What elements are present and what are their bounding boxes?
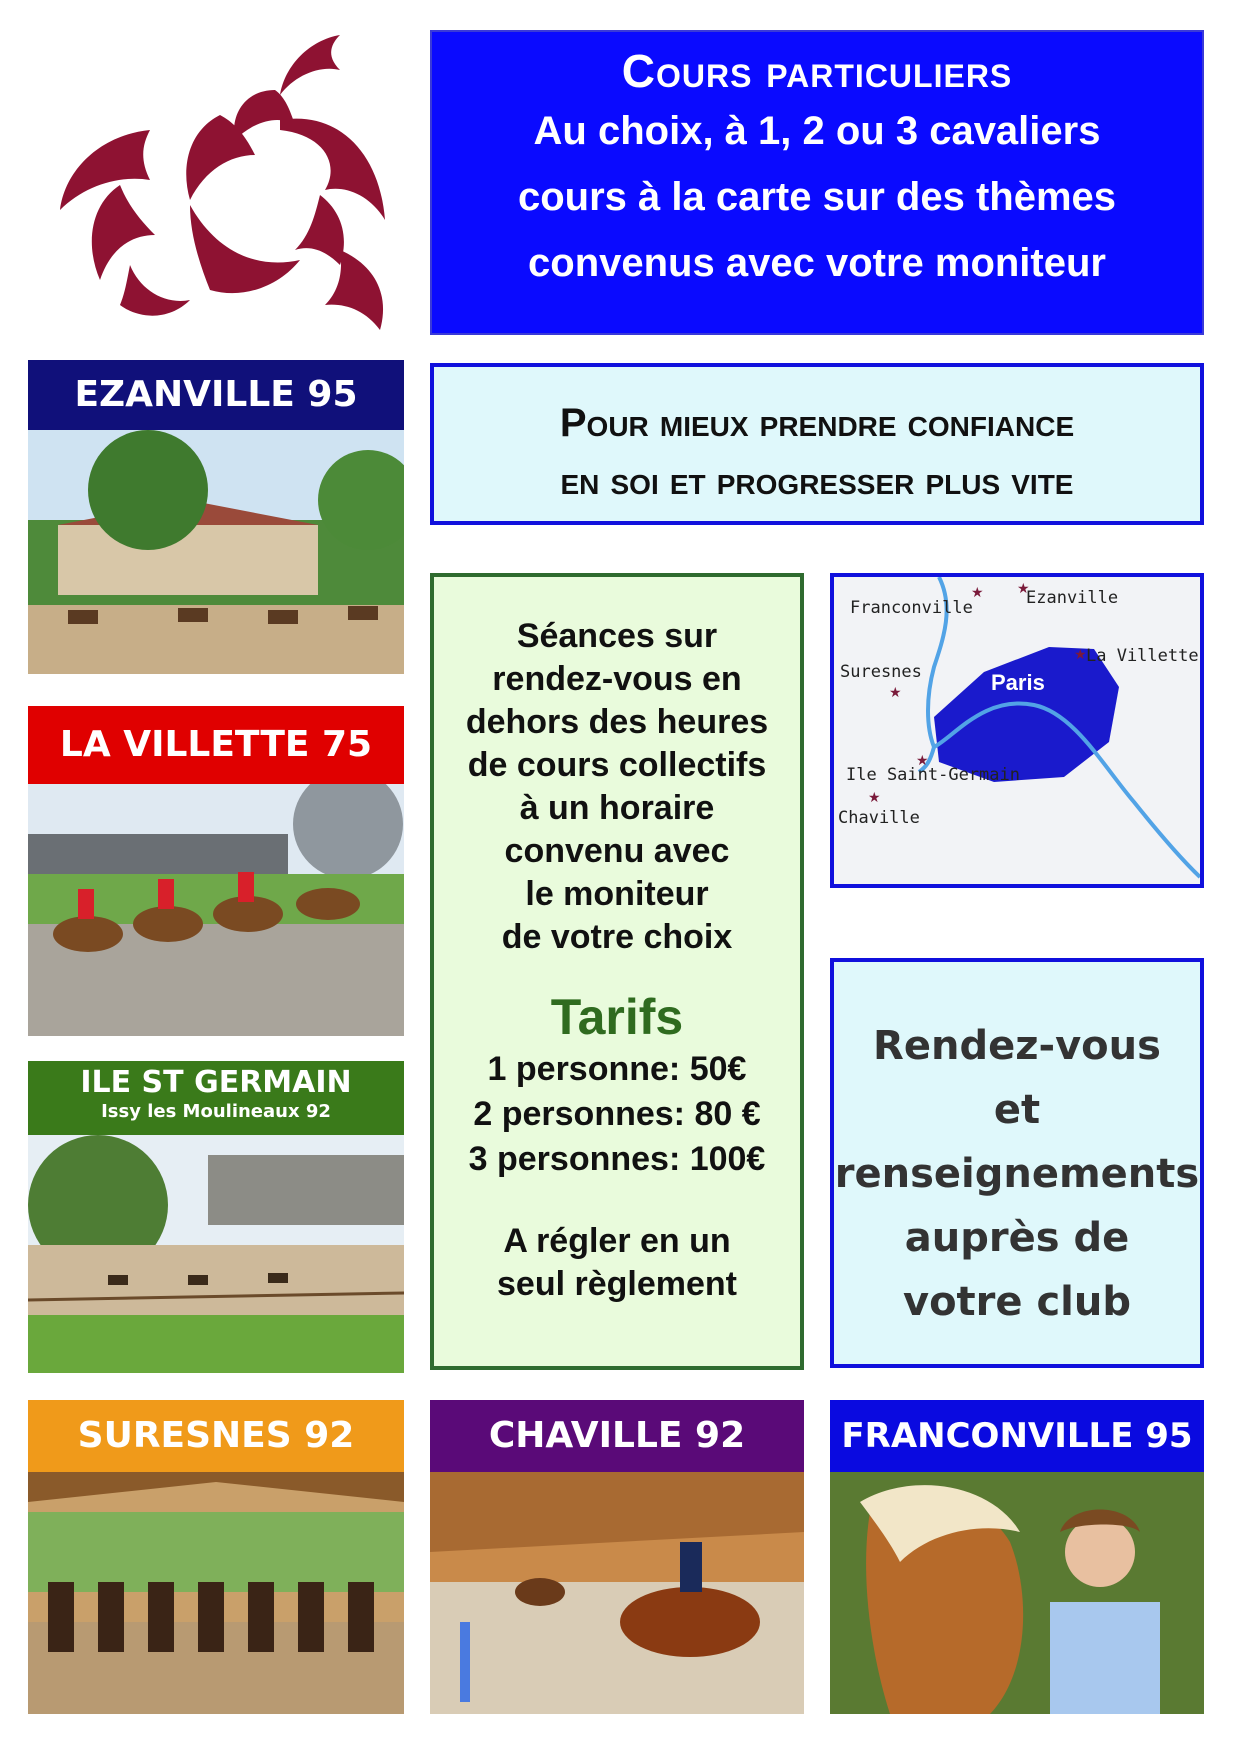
club-name: EZANVILLE 95: [28, 360, 404, 430]
map-label-ezanville: Ezanville: [1026, 588, 1119, 608]
map-label-paris: Paris: [991, 670, 1045, 695]
sessions-line: Séances sur: [516, 617, 718, 655]
club-card-ezanville: [28, 360, 404, 674]
subtitle-line: Pour mieux prendre confiance: [559, 401, 1075, 445]
sessions-box: [430, 573, 804, 1370]
star-icon: ★: [1074, 646, 1087, 662]
club-photo: [830, 1472, 1204, 1714]
club-photo: [28, 1135, 404, 1373]
sessions-line: le moniteur: [525, 875, 709, 913]
header-title: Cours particuliers: [621, 45, 1013, 97]
tarifs-title: Tarifs: [550, 989, 684, 1045]
rendezvous-line: auprès de: [904, 1215, 1130, 1261]
club-card-ile-st-germain: [28, 1061, 404, 1373]
star-icon: ★: [916, 752, 929, 768]
club-card-la-villette: [28, 706, 404, 1036]
rendezvous-line: votre club: [903, 1279, 1131, 1325]
header-box: [430, 30, 1204, 335]
sessions-line: de votre choix: [501, 918, 733, 956]
map-box: [830, 573, 1204, 888]
subtitle-line: en soi et progresser plus vite: [560, 459, 1074, 503]
club-card-suresnes: [28, 1400, 404, 1714]
club-name: ILE ST GERMAIN: [80, 1065, 352, 1100]
club-band: [28, 1061, 404, 1135]
club-card-franconville: [830, 1400, 1204, 1714]
payment-line: seul règlement: [497, 1265, 737, 1303]
club-subtitle: Issy les Moulineaux 92: [101, 1101, 331, 1122]
header-line: cours à la carte sur des thèmes: [517, 175, 1117, 219]
club-photo: [28, 1472, 404, 1714]
rendezvous-line: Rendez-vous: [873, 1023, 1161, 1069]
tarif-line: 2 personnes: 80 €: [473, 1095, 761, 1133]
tarif-line: 1 personne: 50€: [487, 1050, 747, 1088]
club-name: SURESNES 92: [28, 1400, 404, 1472]
club-photo: [28, 430, 404, 674]
club-photo: [28, 784, 404, 1036]
star-icon: ★: [1017, 580, 1030, 596]
club-card-chaville: [430, 1400, 804, 1714]
star-icon: ★: [971, 584, 984, 600]
rendezvous-box: [830, 958, 1204, 1368]
map-label-franconville: Franconville: [850, 598, 973, 618]
sessions-line: de cours collectifs: [467, 746, 767, 784]
star-icon: ★: [889, 684, 902, 700]
star-icon: ★: [868, 789, 881, 805]
club-name: FRANCONVILLE 95: [830, 1400, 1204, 1472]
map-label-la-villette: La Villette: [1086, 646, 1199, 666]
sessions-line: rendez-vous en: [492, 660, 742, 698]
club-photo: [430, 1472, 804, 1714]
map-label-ile-saint-germain: Ile Saint-Germain: [846, 765, 1020, 785]
club-name: CHAVILLE 92: [430, 1400, 804, 1472]
sessions-line: dehors des heures: [465, 703, 769, 741]
map-label-chaville: Chaville: [838, 808, 920, 828]
rendezvous-line: et: [993, 1087, 1041, 1133]
header-line: Au choix, à 1, 2 ou 3 cavaliers: [533, 109, 1101, 153]
payment-line: A régler en un: [503, 1222, 731, 1260]
tarif-line: 3 personnes: 100€: [468, 1140, 766, 1178]
sessions-line: convenu avec: [504, 832, 730, 870]
sessions-line: à un horaire: [519, 789, 715, 827]
club-name: LA VILLETTE 75: [28, 706, 404, 784]
header-line: convenus avec votre moniteur: [528, 241, 1106, 285]
paris-map: [834, 577, 1200, 884]
map-label-suresnes: Suresnes: [840, 662, 922, 682]
subtitle-box: [430, 363, 1204, 525]
horse-logo: [40, 35, 400, 335]
rendezvous-line: renseignements: [834, 1151, 1200, 1197]
